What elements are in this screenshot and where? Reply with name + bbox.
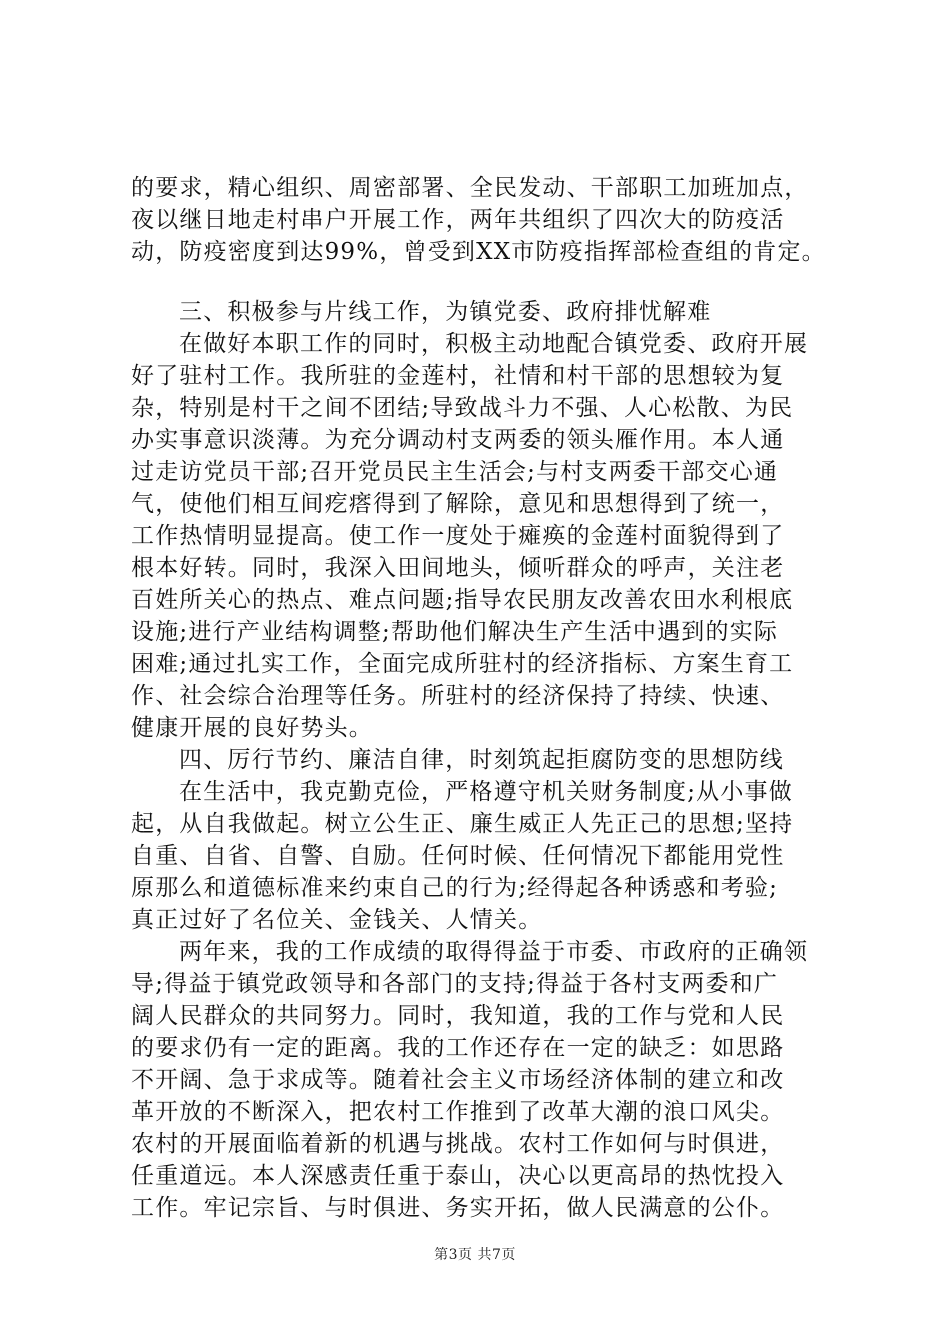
- text-line: 气，使他们相互间疙瘩得到了解除，意见和思想得到了统一，: [131, 491, 785, 517]
- text-line: 起，从自我做起。树立公生正、廉生威正人先正己的思想;坚持: [131, 811, 794, 837]
- text-line: 百姓所关心的热点、难点问题;指导农民朋友改善农田水利根底: [131, 587, 794, 613]
- text-line: 办实事意识淡薄。为充分调动村支两委的领头雁作用。本人通: [131, 427, 785, 453]
- text-line: 任重道远。本人深感责任重于泰山，决心以更高昂的热忱投入: [131, 1163, 785, 1189]
- text-line: 困难;通过扎实工作，全面完成所驻村的经济指标、方案生育工: [131, 651, 794, 677]
- text-line: 夜以继日地走村串户开展工作，两年共组织了四次大的防疫活: [131, 207, 785, 233]
- text-line: 农村的开展面临着新的机遇与挑战。农村工作如何与时俱进，: [131, 1131, 785, 1157]
- text-line: 工作热情明显提高。使工作一度处于瘫痪的金莲村面貌得到了: [131, 523, 785, 549]
- text-line: 设施;进行产业结构调整;帮助他们解决生产生活中遇到的实际: [131, 619, 779, 645]
- section-heading: 四、厉行节约、廉洁自律，时刻筑起拒腐防变的思想防线: [179, 747, 784, 773]
- text-line: 自重、自省、自警、自励。任何时候、任何情况下都能用党性: [131, 843, 785, 869]
- text-line: 原那么和道德标准来约束自己的行为;经得起各种诱惑和考验;: [131, 875, 779, 901]
- text-line: 革开放的不断深入，把农村工作推到了改革大潮的浪口风尖。: [131, 1099, 785, 1125]
- page-number-footer: 第3页 共7页: [434, 1247, 516, 1263]
- text-line: 好了驻村工作。我所驻的金莲村，社情和村干部的思想较为复: [131, 363, 785, 389]
- text-line: 不开阔、急于求成等。随着社会主义市场经济体制的建立和改: [131, 1067, 785, 1093]
- text-line: 真正过好了名位关、金钱关、人情关。: [131, 907, 543, 933]
- text-line: 动，防疫密度到达99%，曾受到XX市防疫指挥部检查组的肯定。: [131, 239, 826, 265]
- text-line: 在做好本职工作的同时，积极主动地配合镇党委、政府开展: [179, 331, 809, 357]
- text-line: 根本好转。同时，我深入田间地头，倾听群众的呼声，关注老: [131, 555, 785, 581]
- paragraph-gap: [131, 268, 851, 296]
- text-line: 阔人民群众的共同努力。同时，我知道，我的工作与党和人民: [131, 1003, 785, 1029]
- section-heading: 三、积极参与片线工作，为镇党委、政府排忧解难: [179, 299, 712, 325]
- text-line: 的要求，精心组织、周密部署、全民发动、干部职工加班加点，: [131, 175, 809, 201]
- document-body: [131, 172, 851, 1224]
- text-line: 健康开展的良好势头。: [131, 715, 373, 741]
- text-line: 作、社会综合治理等任务。所驻村的经济保持了持续、快速、: [131, 683, 785, 709]
- text-line: 过走访党员干部;召开党员民主生活会;与村支两委干部交心通: [131, 459, 779, 485]
- text-line: 导;得益于镇党政领导和各部门的支持;得益于各村支两委和广: [131, 971, 779, 997]
- text-line: 杂，特别是村干之间不团结;导致战斗力不强、人心松散、为民: [131, 395, 794, 421]
- text-line: 两年来，我的工作成绩的取得得益于市委、市政府的正确领: [179, 939, 809, 965]
- text-line: 的要求仍有一定的距离。我的工作还存在一定的缺乏：如思路: [131, 1035, 785, 1061]
- text-line: 在生活中，我克勤克俭，严格遵守机关财务制度;从小事做: [179, 779, 793, 805]
- text-line: 工作。牢记宗旨、与时俱进、务实开拓，做人民满意的公仆。: [131, 1195, 785, 1221]
